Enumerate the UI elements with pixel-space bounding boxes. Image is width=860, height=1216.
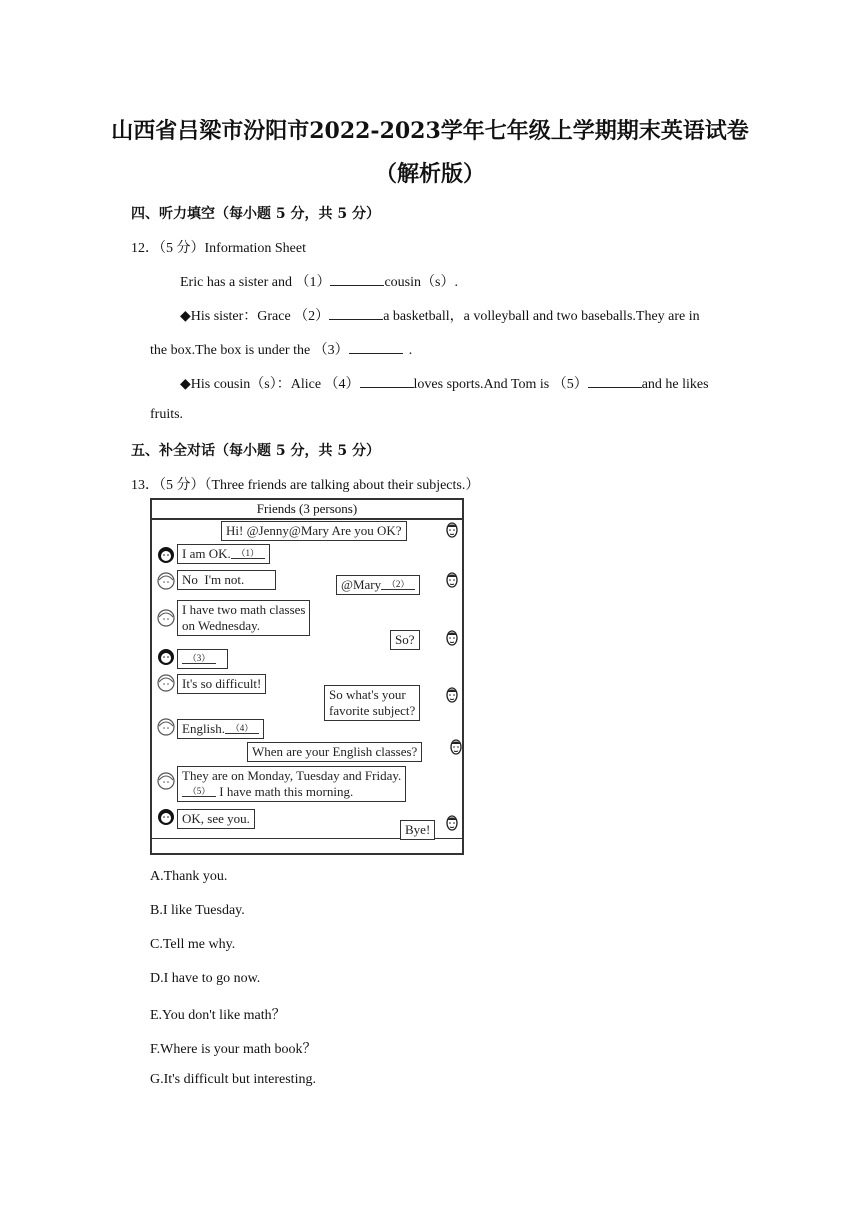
girl-light-avatar-icon [156, 673, 176, 693]
info-line-4: ◆His cousin（s）：Alice （4） loves sports.And Tom is （5） and he likes [180, 377, 709, 392]
option-b: B.I like Tuesday. [150, 903, 245, 918]
gap-3[interactable]: （3） [182, 653, 216, 664]
option-c: C.Tell me why. [150, 937, 236, 952]
chat-bubble-9: So what's your favorite subject? [324, 685, 420, 721]
info-line-5: fruits. [150, 407, 184, 422]
option-a: A.Thank you. [150, 869, 228, 884]
section-heading-listening: 四、听力填空（每小题 5 分，共 5 分） [131, 206, 380, 222]
option-e: E.You don't like math？ [150, 1008, 286, 1023]
option-f: F.Where is your math book？ [150, 1042, 317, 1057]
gap-4[interactable]: （4） [225, 723, 259, 734]
chat-bubble-10: English. （4） [177, 719, 264, 739]
blank-1[interactable] [330, 273, 384, 286]
option-d: D.I have to go now. [150, 971, 261, 986]
page-subtitle: （解析版） [374, 161, 485, 187]
boy-avatar-icon [442, 570, 462, 590]
section-heading-dialogue: 五、补全对话（每小题 5 分，共 5 分） [131, 443, 380, 459]
girl-light-avatar-icon [156, 571, 176, 591]
question-12-label: 12．（5 分）Information Sheet [131, 241, 306, 256]
question-13-label: 13．（5 分）（Three friends are talking about their subjects.） [131, 478, 480, 493]
blank-2[interactable] [329, 307, 383, 320]
girl-dark-avatar-icon [156, 807, 176, 827]
chat-bubble-3: No I'm not. [177, 570, 276, 590]
girl-light-avatar-icon [156, 771, 176, 791]
chat-bubble-12: They are on Monday, Tuesday and Friday. （5） I have math this morning. [177, 766, 406, 802]
girl-light-avatar-icon [156, 717, 176, 737]
girl-dark-avatar-icon [156, 647, 176, 667]
page-title: 山西省吕梁市汾阳市2022-2023学年七年级上学期期末英语试卷 [111, 118, 749, 144]
girl-light-avatar-icon [156, 608, 176, 628]
chat-header: Friends (3 persons) [152, 500, 462, 520]
boy-avatar-icon [442, 685, 462, 705]
blank-5[interactable] [588, 375, 642, 388]
boy-avatar-icon [446, 737, 466, 757]
gap-1[interactable]: （1） [231, 548, 265, 559]
chat-bubble-8: It's so difficult! [177, 674, 266, 694]
chat-bubble-1: Hi! @Jenny@Mary Are you OK? [221, 521, 407, 541]
chat-bubble-2: I am OK. （1） [177, 544, 270, 564]
boy-avatar-icon [442, 520, 462, 540]
chat-bubble-7 [177, 649, 228, 669]
chat-bubble-6: So? [390, 630, 420, 650]
gap-5[interactable]: （5） [182, 786, 216, 797]
chat-bubble-13: OK, see you. [177, 809, 255, 829]
girl-dark-avatar-icon [156, 545, 176, 565]
info-line-3: the box.The box is under the （3） . [150, 343, 413, 358]
boy-avatar-icon [442, 628, 462, 648]
blank-4[interactable] [360, 375, 414, 388]
chat-bubble-4: @Mary （2） [336, 575, 420, 595]
info-line-1: Eric has a sister and （1） cousin（s）. [180, 275, 458, 290]
chat-bubble-14: Bye! [400, 820, 435, 840]
boy-avatar-icon [442, 813, 462, 833]
chat-bubble-11: When are your English classes? [247, 742, 422, 762]
gap-2[interactable]: （2） [381, 579, 415, 590]
option-g: G.It's difficult but interesting. [150, 1072, 316, 1087]
chat-bubble-5: I have two math classes on Wednesday. [177, 600, 310, 636]
info-line-2: ◆His sister：Grace （2） a basketball，a volleyball and two baseballs.They are in [180, 309, 700, 324]
chat-figure [150, 498, 464, 855]
blank-3[interactable] [349, 341, 403, 354]
